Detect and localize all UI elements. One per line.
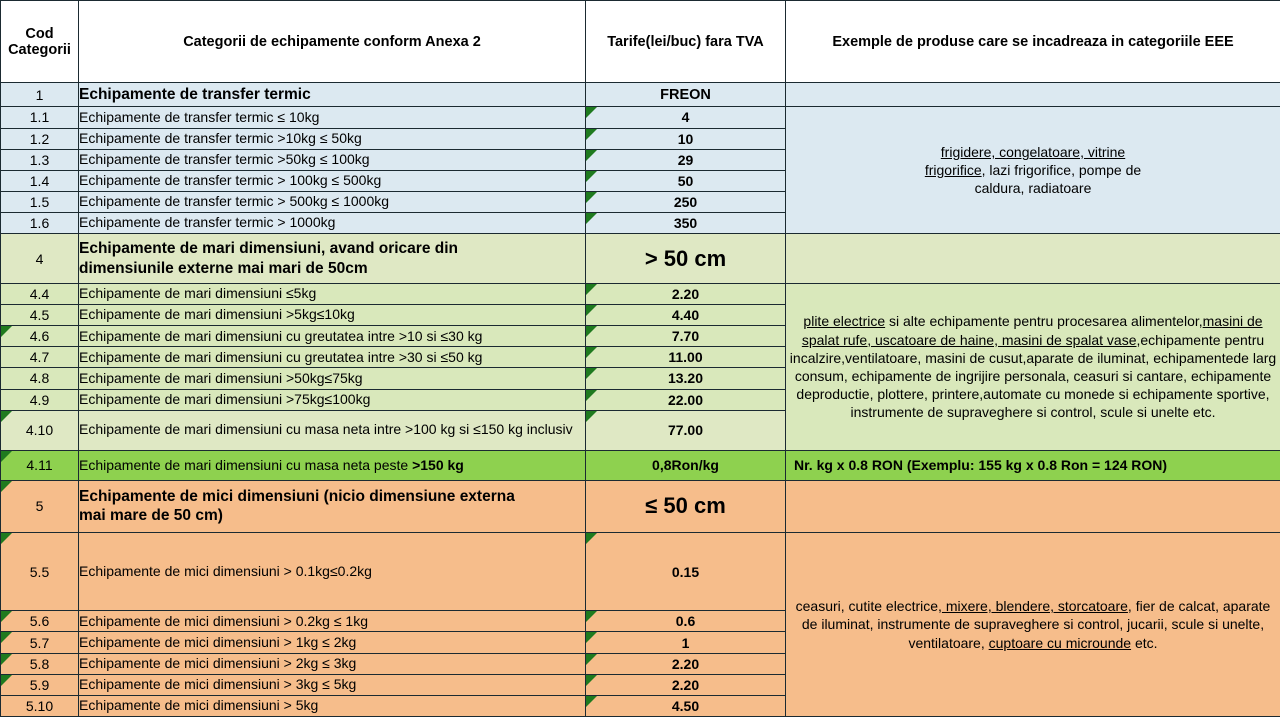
row-code [1,410,79,450]
comment-marker-icon [1,481,12,492]
row-4-11-note: Nr. kg x 0.8 RON (Exemplu: 155 kg x 0.8 Ron = 124 RON) [786,450,1280,480]
row-tariff-value: 77.00 [667,422,704,439]
row-tariff [586,170,786,191]
row-category: Echipamente de mari dimensiuni cu greutatea intre >10 si ≤30 kg [79,326,586,347]
row-code: 1.5 [1,191,79,212]
row-category: Echipamente de transfer termic >10kg ≤ 50kg [79,128,586,149]
comment-marker-icon [1,411,12,422]
section-5-title-line2: mai mare de 50 cm) [79,507,223,525]
row-category: Echipamente de transfer termic > 500kg ≤ 1000kg [79,191,586,212]
table-header-row [1,1,1280,83]
header-code-line2: Categorii [8,41,71,58]
row-tariff-value: 10 [677,130,694,147]
row-tariff [586,632,786,653]
row-category: Echipamente de mari dimensiuni cu greutatea intre >30 si ≤50 kg [79,347,586,368]
row-code [1,674,79,695]
section-5-code-value: 5 [35,498,44,515]
section-5-examples-seg-1: mixere, blendere, storcatoare [941,598,1128,615]
section-5-code [1,480,79,532]
section-1-title: Echipamente de transfer termic [79,83,586,107]
comment-marker-icon [586,326,597,337]
comment-marker-icon [1,533,12,544]
row-tariff [586,326,786,347]
row-tariff [586,653,786,674]
comment-marker-icon [586,533,597,544]
comment-marker-icon [586,107,597,118]
row-code: 4.9 [1,389,79,410]
comment-marker-icon [586,347,597,358]
comment-marker-icon [586,411,597,422]
row-code-value: 4.6 [29,328,50,345]
row-tariff-value: 11.00 [668,349,703,366]
row-code: 4.5 [1,305,79,326]
row-category: Echipamente de mari dimensiuni >5kg≤10kg [79,305,586,326]
row-code: 1.3 [1,149,79,170]
section-4-examples-seg-3: ,echipamente pentru incalzire,ventilatoare, masini de cusut,aparate de iluminat, echipamentede larg consum, echipamente de ingrijire personala, ceasuri si cantare, echipamente deproductie, plottere, printere,automate cu monede si echipamente sportive, instrumente de supraveghere si control, scule si unelte etc. [789,331,1277,421]
row-tariff [586,149,786,170]
comment-marker-icon [586,654,597,665]
row-category-bold: >150 kg [412,456,464,473]
section-5-examples-seg-4: etc. [1131,634,1158,651]
row-tariff-value: 1 [681,634,690,651]
row-code-value: 5.6 [29,613,50,630]
row-tariff [586,284,786,305]
row-tariff-value: 2.20 [671,286,700,303]
comment-marker-icon [586,390,597,401]
section-5-title-line1: Echipamente de mici dimensiuni (nicio dimensiune externa [79,488,515,506]
header-cell-category: Categorii de echipamente conform Anexa 2 [79,1,586,83]
row-tariff [586,347,786,368]
section-5-title-row [1,480,1280,532]
section-4-examples-seg-0: plite electrice [803,313,886,330]
row-tariff-value: 13.20 [667,370,704,387]
comment-marker-icon [1,675,12,686]
row-code-value: 4.11 [26,457,53,474]
section-5-tariff-header: ≤ 50 cm [586,480,786,532]
comment-marker-icon [586,632,597,643]
row-4-11 [1,450,1280,480]
row-tariff [586,305,786,326]
row-code: 1.1 [1,107,79,128]
row-tariff [586,212,786,233]
header-cell-examples: Exemple de produse care se incadreaza in categoriile EEE [786,1,1280,83]
section-1-tariff-header: FREON [586,83,786,107]
section-4-title-row [1,233,1280,283]
section-5-examples-spacer [786,480,1280,532]
row-category: Echipamente de mici dimensiuni > 0.1kg≤0.2kg [79,533,586,611]
row-tariff [586,450,786,480]
section-1-examples-line1: frigidere, congelatoare, vitrine [940,143,1126,160]
section-5-title [79,480,586,532]
comment-marker-icon [586,284,597,295]
row-category: Echipamente de mici dimensiuni > 3kg ≤ 5kg [79,674,586,695]
comment-marker-icon [586,171,597,182]
section-1-title-row [1,83,1280,107]
row-category: Echipamente de mari dimensiuni cu masa neta intre >100 kg si ≤150 kg inclusiv [79,410,586,450]
row-tariff-value: 7.70 [671,328,700,345]
section-5-examples [786,533,1280,717]
table-row [1,284,1280,305]
row-tariff [586,368,786,389]
row-code-value: 5.7 [29,634,50,651]
section-1-examples-line3: caldura, radiatoare [974,180,1092,197]
row-tariff [586,128,786,149]
row-code [1,450,79,480]
row-tariff-value: 2.20 [671,655,700,672]
comment-marker-icon [1,611,12,622]
row-category: Echipamente de mari dimensiuni ≤5kg [79,284,586,305]
comment-marker-icon [586,150,597,161]
row-code [1,533,79,611]
row-category: Echipamente de mari dimensiuni >75kg≤100kg [79,389,586,410]
section-4-tariff-header: > 50 cm [586,233,786,283]
row-category: Echipamente de transfer termic >50kg ≤ 100kg [79,149,586,170]
comment-marker-icon [586,611,597,622]
comment-marker-icon [1,632,12,643]
row-code: 1.4 [1,170,79,191]
row-code [1,632,79,653]
row-category: Echipamente de transfer termic > 100kg ≤ 500kg [79,170,586,191]
row-category: Echipamente de mici dimensiuni > 0.2kg ≤ 1kg [79,611,586,632]
comment-marker-icon [586,192,597,203]
row-tariff [586,410,786,450]
row-code [1,653,79,674]
row-category: Echipamente de mari dimensiuni >50kg≤75kg [79,368,586,389]
section-4-title [79,233,586,283]
row-tariff [586,107,786,128]
row-tariff [586,533,786,611]
row-code-value: 5.8 [29,655,50,672]
header-cell-code [1,1,79,83]
row-tariff-value: 22.00 [667,391,704,408]
row-tariff-value: 250 [673,193,698,210]
row-tariff [586,191,786,212]
row-category: Echipamente de mici dimensiuni > 5kg [79,695,586,716]
comment-marker-icon [586,675,597,686]
row-tariff-value: 0.6 [675,613,696,630]
row-category-prefix: Echipamente de mari dimensiuni cu masa neta peste [79,456,413,473]
row-tariff-value: 0.15 [671,563,700,580]
row-tariff-value: 350 [673,214,698,231]
row-code [1,326,79,347]
row-code: 4.4 [1,284,79,305]
row-tariff-value: 50 [677,172,694,189]
header-code-line1: Cod [25,25,54,42]
comment-marker-icon [586,213,597,224]
comment-marker-icon [1,654,12,665]
section-1-code: 1 [1,83,79,107]
row-code: 4.8 [1,368,79,389]
section-5-examples-seg-0: ceasuri, cutite electrice, [795,598,942,615]
row-category [79,450,586,480]
row-tariff-value: 29 [677,151,694,168]
section-4-examples-seg-1: si alte echipamente pentru procesarea alimentelor, [885,313,1203,330]
section-1-examples-spacer [786,83,1280,107]
row-category: Echipamente de transfer termic ≤ 10kg [79,107,586,128]
comment-marker-icon [586,305,597,316]
row-tariff [586,389,786,410]
comment-marker-icon [586,368,597,379]
section-4-title-line1: Echipamente de mari dimensiuni, avand oricare din [79,240,459,258]
comment-marker-icon [1,326,12,337]
section-4-examples-spacer [786,233,1280,283]
row-tariff-value: 4.40 [671,307,700,324]
row-category: Echipamente de transfer termic > 1000kg [79,212,586,233]
section-1-examples [786,107,1280,233]
section-4-examples-seg-2: masini de spalat rufe, uscatoare de haine, masini de spalat vase [801,313,1263,348]
section-5-examples-seg-2: , fier de calcat, aparate de iluminat, instrumente de supraveghere si control, jucarii, scule si unelte, ventilatoare, [801,598,1271,651]
row-code [1,611,79,632]
comment-marker-icon [1,451,12,462]
row-tariff [586,611,786,632]
section-1-examples-line2b: , lazi frigorifice, pompe de [981,162,1142,179]
row-tariff-value: 4.50 [671,697,700,714]
row-code-value: 5.5 [29,563,50,580]
row-code: 4.7 [1,347,79,368]
row-code: 5.10 [1,695,79,716]
comment-marker-icon [586,696,597,707]
row-tariff-value: 4 [681,109,690,126]
row-code-value: 4.10 [25,422,54,439]
table-row [1,107,1280,128]
row-tariff [586,695,786,716]
row-code-value: 5.9 [29,676,50,693]
row-category: Echipamente de mici dimensiuni > 1kg ≤ 2kg [79,632,586,653]
table-row [1,533,1280,611]
row-category: Echipamente de mici dimensiuni > 2kg ≤ 3kg [79,653,586,674]
section-4-examples [786,284,1280,451]
row-code: 1.2 [1,128,79,149]
row-tariff-value: 0,8Ron/kg [652,457,719,474]
comment-marker-icon [586,129,597,140]
row-tariff-value: 2.20 [671,676,700,693]
header-cell-tariff: Tarife(lei/buc) fara TVA [586,1,786,83]
section-4-title-line2: dimensiunile externe mai mari de 50cm [79,259,368,277]
section-4-code: 4 [1,233,79,283]
row-tariff [586,674,786,695]
row-code: 1.6 [1,212,79,233]
section-5-examples-seg-3: cuptoare cu microunde [988,634,1132,651]
section-1-examples-line2a: frigorifice [924,162,982,179]
